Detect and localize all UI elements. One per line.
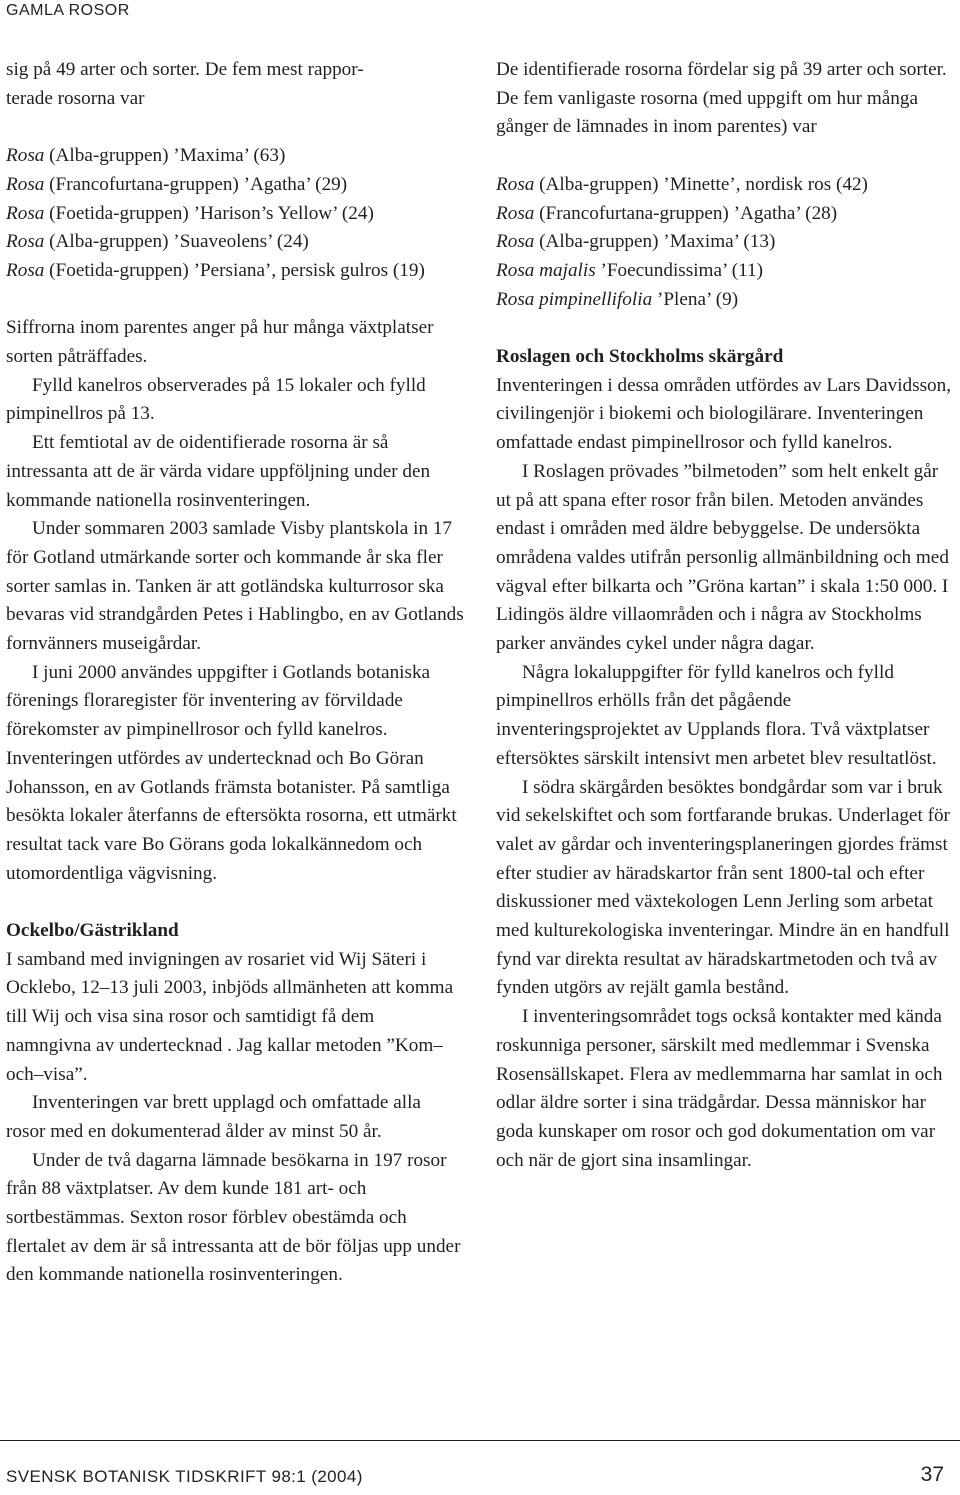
rose-detail: (Alba-gruppen) ’Maxima’ (13) <box>534 231 776 253</box>
paragraph: I södra skärgården besöktes bondgårdar som var i bruk vid sekelskiftet och som fortfarande brukas. Underlaget för valet av gårdar och inventeringsplaneringen gjordes främst efter studier av häradskartor från sent 1800-tal och efter diskussioner med växtekologen Lenn Jerling som arbetat med kulturekologiska inventeringar. Mindre än en handfull fynd var direkta resultat av häradskartmetoden och två av fynden utgörs av rejält gamla bestånd. <box>496 776 950 999</box>
rose-genus: Rosa <box>496 202 535 224</box>
paragraph: Några lokaluppgifter för fylld kanelros och fylld pimpinellros erhölls från det pågående inventeringsprojektet av Upplands flora. Två växtplatser eftersöktes särskilt intensivt men arbetet blev resultatlöst. <box>496 661 937 769</box>
list-item <box>496 228 954 257</box>
list-item <box>6 228 464 257</box>
list-item <box>6 142 464 171</box>
paragraph: I juni 2000 användes uppgifter i Gotlands botaniska förenings floraregister för inventering av förvildade förekomster av pimpinellrosor och fylld kanelros. Inventeringen utfördes av undertecknad och Bo Göran Johansson, en av Gotlands främsta botanister. På samtliga besökta lokaler återfanns de eftersökta rosorna, ett utmärkt resultat tack vare Bo Görans goda lokalkännedom och utomordentliga vägvisning. <box>6 661 457 884</box>
paragraph: Fylld kanelros observerades på 15 lokaler och fylld pimpinellros på 13. <box>6 374 426 425</box>
rose-genus: Rosa <box>6 202 45 224</box>
paragraph: Siffrorna inom parentes anger på hur många växtplatser sorten påträffades. <box>6 317 434 367</box>
paragraph: Inventeringen var brett upplagd och omfattade alla rosor med en dokumenterad ålder av minst 50 år. <box>6 1092 421 1142</box>
left-column <box>6 56 464 1290</box>
rose-detail: (Francofurtana-gruppen) ’Agatha’ (28) <box>534 202 838 224</box>
journal-citation: SVENSK BOTANISK TIDSKRIFT 98:1 (2004) <box>6 1467 363 1486</box>
list-item <box>496 200 954 229</box>
rose-detail: (Foetida-gruppen) ’Persiana’, persisk gulros (19) <box>44 259 425 281</box>
rose-detail: (Foetida-gruppen) ’Harison’s Yellow’ (24) <box>44 202 374 224</box>
rose-detail: (Alba-gruppen) ’Maxima’ (63) <box>44 145 286 167</box>
paragraph: Under de två dagarna lämnade besökarna in 197 rosor från 88 växtplatser. Av dem kunde 181 art- och sortbestämmas. Sexton rosor förblev obestämda och flertalet av dem är så intressanta att de bör följas upp under den kommande nationella rosinventeringen. <box>6 1149 461 1286</box>
rose-detail: (Francofurtana-gruppen) ’Agatha’ (29) <box>44 173 348 195</box>
rose-genus: Rosa <box>6 231 45 253</box>
right-column <box>496 56 954 1175</box>
list-item <box>496 257 954 286</box>
running-header: GAMLA ROSOR <box>6 2 130 19</box>
section-heading: Roslagen och Stockholms skärgård <box>496 346 784 367</box>
rose-list <box>6 142 464 286</box>
rose-genus: Rosa <box>496 173 535 195</box>
rose-genus: Rosa <box>6 145 45 167</box>
list-item <box>496 171 954 200</box>
rose-detail: ’Plena’ (9) <box>652 288 739 310</box>
intro-text: sig på 49 arter och sorter. De fem mest rappor- <box>6 59 364 80</box>
paragraph: I Roslagen prövades ”bilmetoden” som helt enkelt går ut på att spana efter rosor från bilen. Metoden användes endast i områden med äldre bebyggelse. De undersökta områdena valdes utifrån personlig allmänbildning och med vägval efter bilkarta och ”Gröna kartan” i skala 1:50 000. I Lidingös äldre villaområden och i några av Stockholms parker användes cykel under några dagar. <box>496 460 949 655</box>
rose-list <box>496 171 954 315</box>
rose-genus: Rosa <box>496 231 535 253</box>
rose-detail: ’Foecundissima’ (11) <box>595 259 764 281</box>
list-item <box>6 257 464 286</box>
rose-genus: Rosa pimpinellifolia <box>496 288 653 310</box>
paragraph: Under sommaren 2003 samlade Visby plantskola in 17 för Gotland utmärkande sorter och kommande år ska fler sorter samlas in. Tanken är att gotländska kulturrosor ska bevaras vid strandgården Petes i Hablingbo, en av Gotlands fornvänners museigårdar. <box>6 518 464 655</box>
rose-genus: Rosa <box>6 173 45 195</box>
rose-genus: Rosa majalis <box>496 259 596 281</box>
list-item <box>6 200 464 229</box>
rose-detail: (Alba-gruppen) ’Suaveolens’ (24) <box>44 231 309 253</box>
list-item <box>496 286 954 315</box>
paragraph: Ett femtiotal av de oidentifierade rosorna är så intressanta att de är värda vidare uppföljning under den kommande nationella rosinventeringen. <box>6 432 431 511</box>
intro-text: terade rosorna var <box>6 87 145 109</box>
page-number: 37 <box>920 1463 944 1486</box>
list-item <box>6 171 464 200</box>
paragraph: I inventeringsområdet togs också kontakter med kända roskunniga personer, särskilt med medlemmar i Svenska Rosensällskapet. Flera av medlemmarna har samlat in och odlar äldre sorter i sina trädgårdar. Dessa människor har goda kunskaper om rosor och god dokumentation om var och när de gjort sina insamlingar. <box>496 1006 943 1171</box>
paragraph: De identifierade rosorna fördelar sig på 39 arter och sorter. De fem vanligaste rosorna (med uppgift om hur många gånger de lämnades in inom parentes) var <box>496 59 947 138</box>
section-heading: Ockelbo/Gästrikland <box>6 920 179 942</box>
paragraph: Inventeringen i dessa områden utfördes av Lars Davidsson, civilingenjör i biokemi och biologilärare. Inventeringen omfattade endast pimpinellrosor och fylld kanelros. <box>496 374 952 454</box>
paragraph: I samband med invigningen av rosariet vid Wij Säteri i Ocklebo, 12–13 juli 2003, inbjöds allmänheten att komma till Wij och visa sina rosor och samtidigt få dem namngivna av undertecknad . Jag kallar metoden ”Kom–och–visa”. <box>6 948 454 1085</box>
rose-genus: Rosa <box>6 259 45 281</box>
rose-detail: (Alba-gruppen) ’Minette’, nordisk ros (42) <box>534 173 868 195</box>
footer-rule <box>0 1440 960 1441</box>
